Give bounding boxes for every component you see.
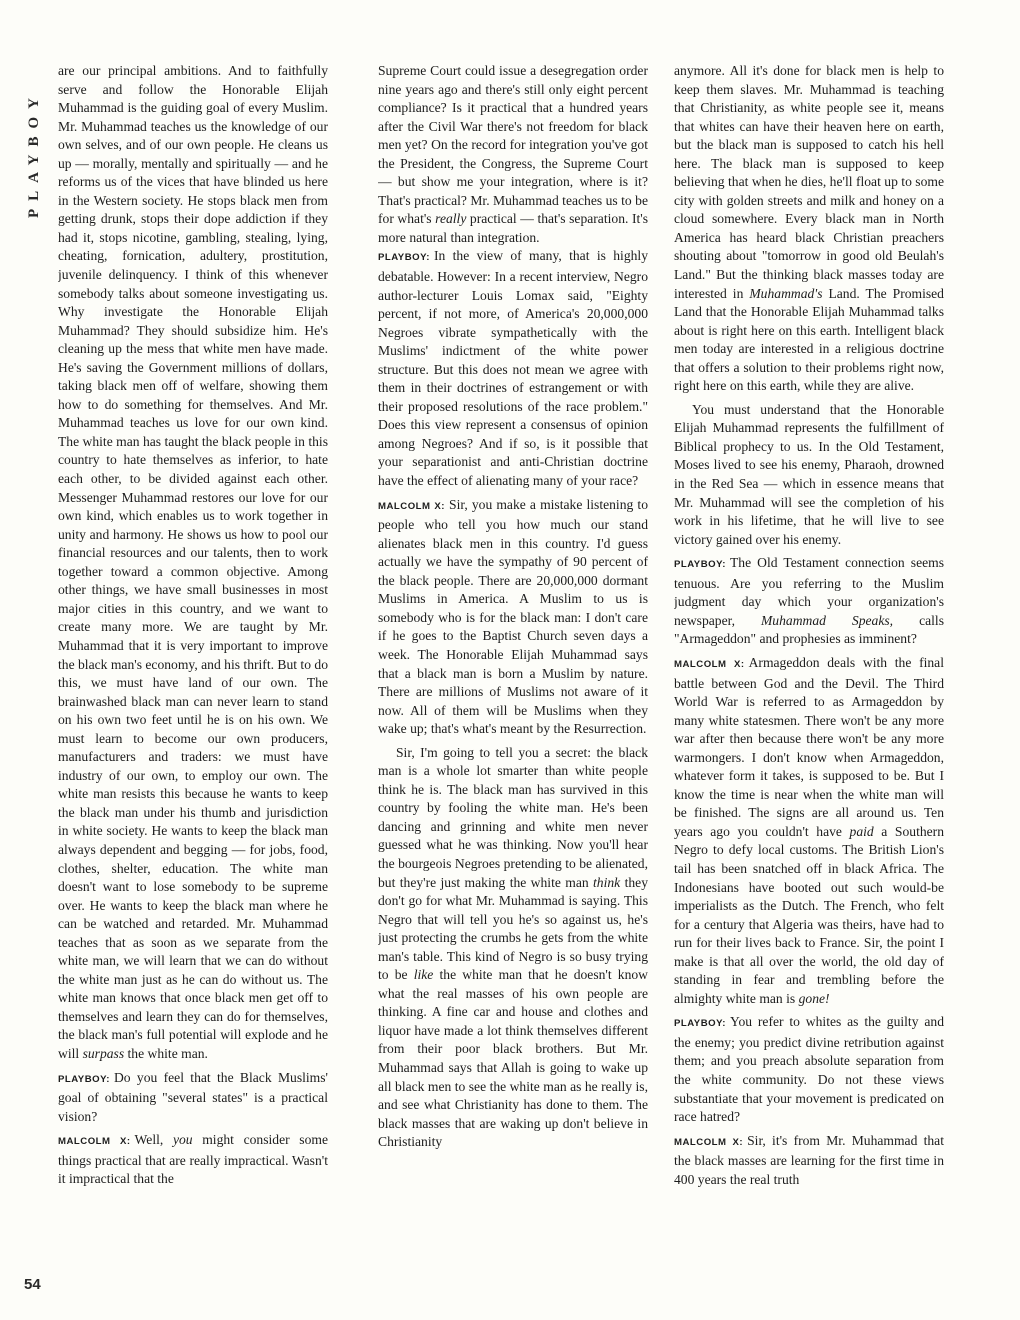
answer-paragraph: You must understand that the Honorable Elijah Muhammad represents the fulfillment of Biblical prophecy to us. In the Old Testament, Moses lived to see his enemy, Pharaoh, drowned in the Red Sea — which in essence means that Mr. Muhammad will see the completion of his work in his lifetime, that he will live to see victory gained over his enemy. bbox=[674, 401, 944, 547]
interviewer-question: PLAYBOY: Do you feel that the Black Muslims' goal of obtaining "several states" is a practical vision? bbox=[58, 1069, 328, 1124]
magazine-name: PLAYBOY bbox=[26, 90, 42, 218]
speaker-label: MALCOLM X: bbox=[674, 658, 745, 670]
speaker-label: PLAYBOY: bbox=[378, 252, 430, 264]
text-column-3 bbox=[674, 62, 944, 1302]
text-column-2 bbox=[378, 62, 648, 1302]
speaker-label: PLAYBOY: bbox=[674, 1018, 726, 1030]
interviewee-answer: MALCOLM X: Sir, you make a mistake listening to people who tell you how much our stand alienates black men in this country. I'd guess actually we have the sympathy of 90 percent of the black people. There are 20,000,000 dormant Muslims in America. A Muslim to us is somebody who is for the black man: I don't care if he goes to the Baptist Church seven days a week. The Honorable Elijah Muhammad says that a black man is born a Muslim by nature. There are millions of Muslims not aware of it now. All of them will be Muslims when they wake up; that's what's meant by the Resurrection. bbox=[378, 496, 648, 737]
page-number: 54 bbox=[24, 1276, 41, 1293]
interviewer-question: PLAYBOY: You refer to whites as the guilty and the enemy; you predict divine retribution against them; and you preach absolute separation from the white community. Do not these views substantiate that your movement is predicated on race hatred? bbox=[674, 1014, 944, 1125]
answer-paragraph: are our principal ambitions. And to faithfully serve and follow the Honorable Elijah Muhammad is the guiding goal of every Muslim. Mr. Muhammad teaches us the knowledge of our own selves, and of our own people. He cleans us up — morally, mentally and spiritually — and he reforms us of the vices that have blinded us here in the Western society. He stops black men from getting drunk, stops their dope addiction if they had it, stops nicotine, gambling, stealing, lying, cheating, fornication, adultery, prostitution, juvenile delinquency. I think of this whenever somebody talks about someone investigating us. Why investigate the Honorable Elijah Muhammad? They should subsidize him. He's cleaning up the mess that white men have made. He's saving the Government millions of dollars, taking black men off of welfare, showing them how to do something for themselves. And Mr. Muhammad teaches us love for our own kind. The white man has taught the black people in this country to hate themselves as inferior, to hate each other, to be divided against each other. Messenger Muhammad restores our love for our own kind, which enables us to work together in unity and harmony. He shows us how to pool our financial resources and our talents, then to work together toward a common objective. Among other things, we have small businesses in most major cities in this country, and we want to create many more. We are taught by Mr. Muhammad that it is very important to improve the black man's economy, and his thrift. But to do this, we must have land of our own. The brainwashed black man can never learn to stand on his own two feet until he is on his own. We must learn to become our own producers, manufacturers and traders: we must have industry of our own, to employ our own. The white man resists this because he wants to keep the black man under his thumb and jurisdiction in white society. He wants to keep the black man always dependent and begging — for jobs, food, clothes, shelter, education. The white man doesn't want to lose somebody to be supreme over. He wants to keep the black man where he can be watched and retarded. Mr. Muhammad teaches that as soon as we separate from the white man, we will learn that we can do without the white man just as he can do without us. The white man knows that once black men get off to themselves and learn they can do for themselves, the black man's full potential will explode and he will surpass the white man. bbox=[58, 63, 328, 1061]
speaker-label: MALCOLM X: bbox=[58, 1136, 131, 1148]
magazine-side-label bbox=[24, 58, 50, 218]
speaker-label: MALCOLM X: bbox=[674, 1136, 744, 1148]
answer-paragraph: Sir, I'm going to tell you a secret: the black man is a whole lot smarter than white people think he is. The black man has survived in this country by fooling the white man. He's been dancing and grinning and white men never guessed what he was thinking. Now you'll hear the bourgeois Negroes pretending to be alienated, but they're just making the white man think they don't go for what Mr. Muhammad is saying. This Negro that will tell you he's so against us, he's just protecting the crumbs he gets from the white man's table. This kind of Negro is so busy trying to be like the white man that he doesn't know what the real masses of his own people are thinking. A fine car and house and clothes and liquor have made a lot think themselves different from their poor black brothers. But Mr. Muhammad says that Allah is going to wake up all black men to see the white man as he really is, and see what Christianity has done to them. The black masses that are waking up don't believe in Christianity bbox=[378, 744, 648, 1150]
answer-paragraph: anymore. All it's done for black men is help to keep them slaves. Mr. Muhammad is teaching that Christianity, as white people see it, means that whites can have their heaven here on earth, but the black man is supposed to catch his hell here. The black man is supposed to keep believing that when he dies, he'll float up to some city with golden streets and milk and honey on a cloud somewhere. Every black man in North America has heard black Christian preachers shouting about "tomorrow in good old Beulah's Land." But the thinking black masses today are interested in Muhammad's Land. The Promised Land that the Honorable Elijah Muhammad talks about is right here on this earth. Intelligent black men today are interested in a religious doctrine that offers a solution to their problems right now, right here on this earth, while they are alive. bbox=[674, 63, 944, 394]
interviewer-question: PLAYBOY: In the view of many, that is highly debatable. However: In a recent interview, Negro author-lecturer Louis Lomax said, "Eighty percent, if not more, of America's 20,000,000 Negroes vibrate sympathetically with the Muslims' indictment of the white power structure. But this does not mean we agree with them in their doctrines of estrangement or with their proposed resolutions of the race problem." Does this view represent a consensus of opinion among Negroes? And if so, is it possible that your separationist and anti-Christian doctrine have the effect of alienating many of your race? bbox=[378, 248, 648, 489]
speaker-label: PLAYBOY: bbox=[58, 1073, 110, 1085]
answer-paragraph: Supreme Court could issue a desegregation order nine years ago and there's still only eight percent compliance? Is it practical that a hundred years after the Civil War there's not freedom for black men yet? On the record for integration you've got the President, the Congress, the Supreme Court — but show me your integration, where is it? That's practical? Mr. Muhammad teaches us to be for what's really practical — that's separation. It's more natural than integration. bbox=[378, 63, 648, 245]
interviewee-answer: MALCOLM X: Well, you might consider some things practical that are really impractical. Wasn't it impractical that the bbox=[58, 1132, 328, 1187]
interviewee-answer: MALCOLM X: Sir, it's from Mr. Muhammad that the black masses are learning for the first time in 400 years the real truth bbox=[674, 1132, 944, 1187]
interviewee-answer: MALCOLM X: Armageddon deals with the final battle between God and the Devil. The Third World War is referred to as Armageddon by many white statesmen. There won't be any more war after then because there won't be any more warmongers. I don't know when Armageddon, whatever form it takes, is supposed to be. But I know the time is near when the white man will be finished. The signs are all around us. Ten years ago you couldn't have paid a Southern Negro to defy local customs. The British Lion's tail has been snatched off in black Africa. The Indonesians have booted out such would-be imperialists as the Dutch. The French, who felt for a century that Algeria was theirs, have had to run for their lives back to France. Sir, the point I make is that all over the world, the old day of standing in fear and trembling before the almighty white man is gone! bbox=[674, 654, 944, 1006]
text-column-1 bbox=[58, 62, 328, 1302]
speaker-label: PLAYBOY: bbox=[674, 559, 726, 571]
speaker-label: MALCOLM X: bbox=[378, 500, 446, 512]
interviewer-question: PLAYBOY: The Old Testament connection seems tenuous. Are you referring to the Muslim judgment day which your organization's newspaper, Muhammad Speaks, calls "Armageddon" and prophesies as imminent? bbox=[674, 555, 944, 647]
